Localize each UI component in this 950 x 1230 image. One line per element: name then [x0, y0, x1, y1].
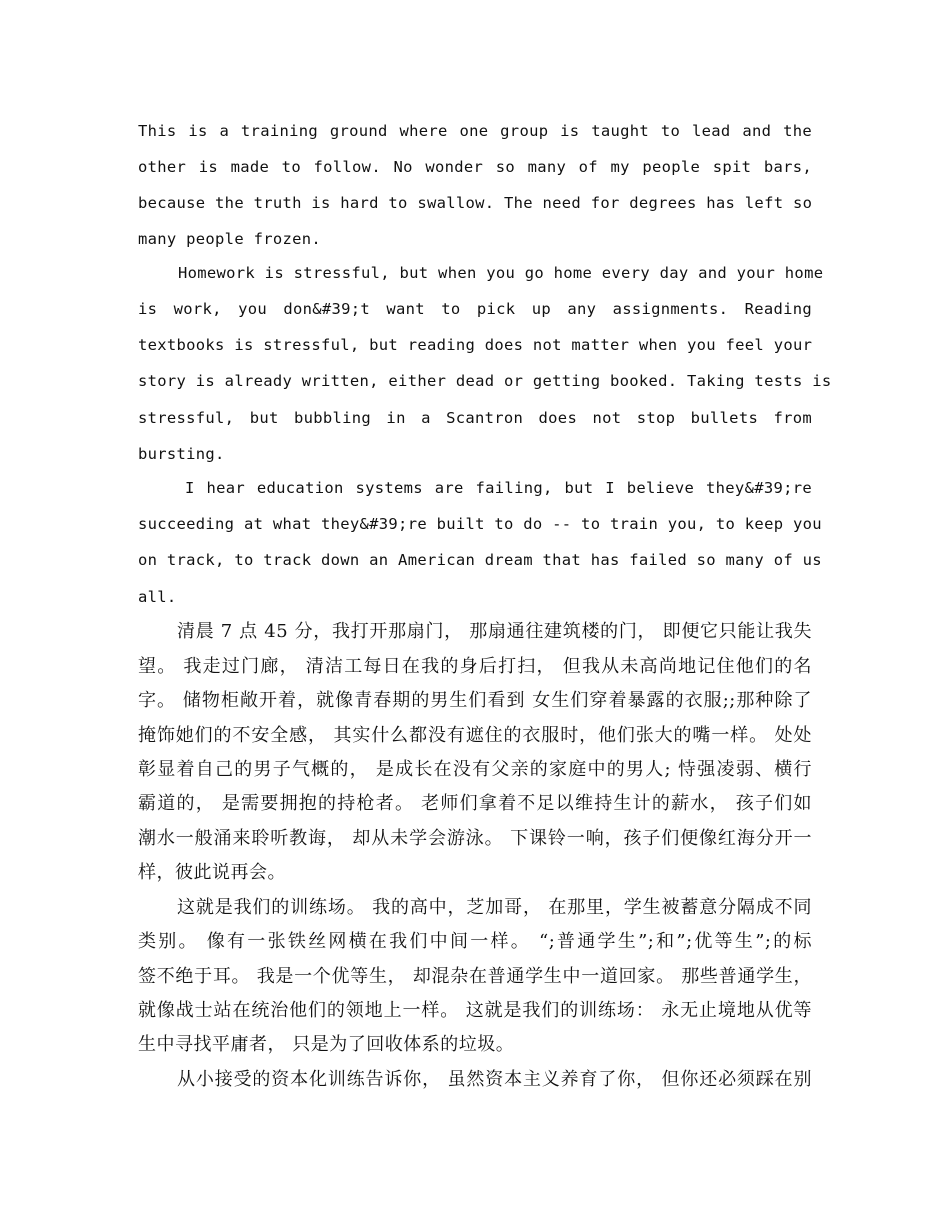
- text-line: because the truth is hard to swallow. The need for degrees has left so: [138, 194, 813, 212]
- text-line: bursting.: [138, 445, 225, 463]
- text-line: 类别。 像有一张铁丝网横在我们中间一样。 “;普通学生”;和”;优等生”;的标: [138, 931, 812, 952]
- text-line: 望。 我走过门廊， 清洁工每日在我的身后打扫， 但我从未高尚地记住他们的名: [138, 656, 812, 677]
- text-line: textbooks is stressful, but reading does not matter when you feel your: [138, 336, 813, 354]
- text-line: 清晨 7 点 45 分，我打开那扇门， 那扇通往建筑楼的门， 即便它只能让我失: [177, 621, 812, 642]
- text-line: succeeding at what they&#39;re built to do -- to train you, to keep you: [138, 515, 822, 533]
- text-line: many people frozen.: [138, 230, 322, 248]
- text-line: This is a training ground where one group is taught to lead and the: [138, 122, 812, 140]
- text-line: 生中寻找平庸者， 只是为了回收体系的垃圾。: [138, 1034, 515, 1055]
- text-line: on track, to track down an American dream that has failed so many of us: [138, 551, 822, 569]
- text-line: all.: [138, 588, 177, 606]
- text-line: 潮水一般涌来聆听教诲， 却从未学会游泳。 下课铃一响，孩子们便像红海分开一: [138, 828, 812, 849]
- text-line: 字。 储物柜敞开着，就像青春期的男生们看到 女生们穿着暴露的衣服;;那种除了: [138, 690, 812, 711]
- text-line: story is already written, either dead or getting booked. Taking tests is: [138, 372, 832, 390]
- text-line: Homework is stressful, but when you go home every day and your home: [178, 264, 824, 282]
- text-line: 彰显着自己的男子气概的， 是成长在没有父亲的家庭中的男人; 恃强凌弱、横行: [138, 759, 812, 780]
- text-line: is work, you don&#39;t want to pick up any assignments. Reading: [138, 300, 812, 318]
- text-line: other is made to follow. No wonder so many of my people spit bars,: [138, 158, 812, 176]
- text-line: 这就是我们的训练场。 我的高中，芝加哥， 在那里，学生被蓄意分隔成不同: [177, 897, 812, 918]
- text-line: 样，彼此说再会。: [138, 862, 286, 883]
- text-line: 签不绝于耳。 我是一个优等生， 却混杂在普通学生中一道回家。 那些普通学生，: [138, 966, 812, 987]
- text-line: 从小接受的资本化训练告诉你， 虽然资本主义养育了你， 但你还必须踩在别: [177, 1069, 812, 1090]
- text-line: I hear education systems are failing, but I believe they&#39;re: [185, 479, 812, 497]
- text-line: stressful, but bubbling in a Scantron does not stop bullets from: [138, 409, 812, 427]
- text-line: 霸道的， 是需要拥抱的持枪者。 老师们拿着不足以维持生计的薪水， 孩子们如: [138, 793, 812, 814]
- text-line: 掩饰她们的不安全感， 其实什么都没有遮住的衣服时，他们张大的嘴一样。 处处: [138, 725, 812, 746]
- text-line: 就像战士站在统治他们的领地上一样。 这就是我们的训练场： 永无止境地从优等: [138, 1000, 812, 1021]
